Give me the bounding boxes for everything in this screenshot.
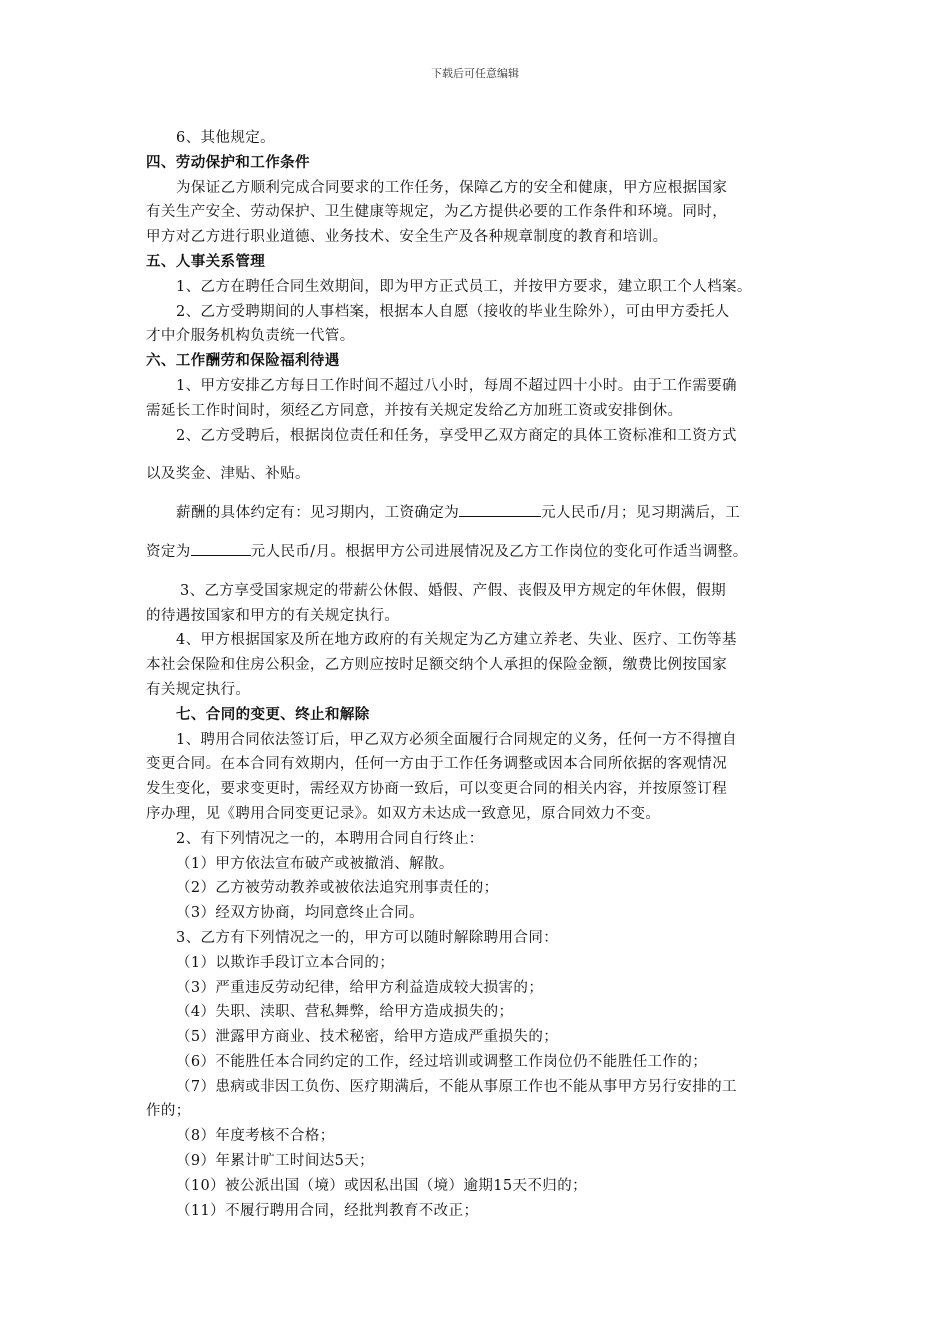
- section-heading: 四、劳动保护和工作条件: [146, 153, 310, 171]
- paragraph-line: 的待遇按国家和甲方的有关规定执行。: [146, 607, 400, 624]
- paragraph-line: 3、乙方有下列情况之一的，甲方可以随时解除聘用合同：: [176, 929, 559, 946]
- paragraph-line: 1、甲方安排乙方每日工作时间不超过八小时，每周不超过四十小时。由于工作需要确: [176, 377, 737, 394]
- paragraph-line: 3、乙方享受国家规定的带薪公休假、婚假、产假、丧假及甲方规定的年休假，假期: [180, 582, 727, 599]
- list-item: （4）失职、渎职、营私舞弊，给甲方造成损失的；: [176, 1004, 514, 1021]
- probation-salary-blank[interactable]: [459, 501, 541, 517]
- section-heading: 七、合同的变更、终止和解除: [176, 705, 370, 723]
- list-item: （9）年累计旷工时间达5天；: [176, 1153, 375, 1170]
- section-heading: 五、人事关系管理: [146, 252, 266, 270]
- paragraph-line: 2、有下列情况之一的，本聘用合同自行终止：: [176, 830, 484, 847]
- list-item: （11）不履行聘用合同，经批判教育不改正；: [176, 1202, 479, 1219]
- salary-text: 资定为: [146, 543, 191, 560]
- page-header: 下载后可任意编辑: [431, 67, 519, 80]
- paragraph-line: 2、乙方受聘后，根据岗位责任和任务，享受甲乙双方商定的具体工资标准和工资方式: [176, 427, 737, 444]
- list-item: （10）被公派出国（境）或因私出国（境）逾期15天不归的；: [176, 1177, 587, 1194]
- paragraph-line: 有关规定执行。: [146, 681, 251, 698]
- salary-text: 薪酬的具体约定有：见习期内，工资确定为: [176, 505, 460, 522]
- list-item: （7）患病或非因工负伤、医疗期满后，不能从事原工作也不能从事甲方另行安排的工: [176, 1078, 737, 1095]
- paragraph-line: 1、聘用合同依法签订后，甲乙双方必须全面履行合同规定的义务，任何一方不得擅自: [176, 731, 737, 748]
- paragraph-line: 变更合同。在本合同有效期内，任何一方由于工作任务调整或因本合同所依据的客观情况: [146, 756, 728, 773]
- paragraph-line: 需延长工作时间时，须经乙方同意，并按有关规定发给乙方加班工资或安排倒休。: [146, 402, 683, 419]
- salary-text: 元人民币/月。根据甲方公司进展情况及乙方工作岗位的变化可作适当调整。: [250, 543, 748, 560]
- list-item: （2）乙方被劳动教养或被依法追究刑事责任的；: [176, 880, 499, 897]
- paragraph-line: 以及奖金、津贴、补贴。: [146, 466, 310, 483]
- paragraph-line: 有关生产安全、劳动保护、卫生健康等规定，为乙方提供必要的工作条件和环境。同时，: [146, 204, 728, 221]
- paragraph-line: 2、乙方受聘期间的人事档案，根据本人自愿（接收的毕业生除外），可由甲方委托人: [176, 303, 730, 320]
- document-body: [146, 126, 814, 1223]
- list-item: （3）严重违反劳动纪律，给甲方利益造成较大损害的；: [176, 979, 544, 996]
- paragraph-line: 为保证乙方顺利完成合同要求的工作任务，保障乙方的安全和健康，甲方应根据国家: [176, 179, 728, 196]
- section-heading: 六、工作酬劳和保险福利待遇: [146, 352, 340, 370]
- paragraph-line: 4、甲方根据国家及所在地方政府的有关规定为乙方建立养老、失业、医疗、工伤等基: [176, 632, 737, 649]
- salary-text: 元人民币/月；见习期满后，工: [541, 505, 741, 522]
- paragraph-line: 甲方对乙方进行职业道德、业务技术、安全生产及各种规章制度的教育和培训。: [146, 229, 668, 246]
- list-item: （1）甲方依法宣布破产或被撤消、解散。: [176, 855, 454, 872]
- paragraph-line: 序办理，见《聘用合同变更记录》。如双方未达成一致意见，原合同效力不变。: [146, 805, 661, 822]
- list-item: （5）泄露甲方商业、技术秘密，给甲方造成严重损失的；: [176, 1029, 559, 1046]
- salary-line: [146, 501, 814, 526]
- clause-line: 6、其他规定。: [176, 130, 276, 146]
- list-item: （6）不能胜任本合同约定的工作，经过培训或调整工作岗位仍不能胜任工作的；: [176, 1053, 708, 1070]
- paragraph-line: 发生变化，要求变更时，需经双方协商一致后，可以变更合同的相关内容，并按原签订程: [146, 781, 728, 798]
- paragraph-line: 本社会保险和住房公积金，乙方则应按时足额交纳个人承担的保险金额，缴费比例按国家: [146, 657, 728, 674]
- list-item: （1）以欺诈手段订立本合同的；: [176, 954, 395, 971]
- list-item: 作的；: [146, 1103, 191, 1120]
- salary-line: [146, 540, 814, 565]
- list-item: （8）年度考核不合格；: [176, 1128, 335, 1145]
- paragraph-line: 1、乙方在聘任合同生效期间，即为甲方正式员工，并按甲方要求，建立职工个人档案。: [176, 278, 752, 295]
- paragraph-line: 才中介服务机构负责统一代管。: [146, 328, 355, 345]
- regular-salary-blank[interactable]: [191, 540, 251, 556]
- list-item: （3）经双方协商，均同意终止合同。: [176, 905, 425, 922]
